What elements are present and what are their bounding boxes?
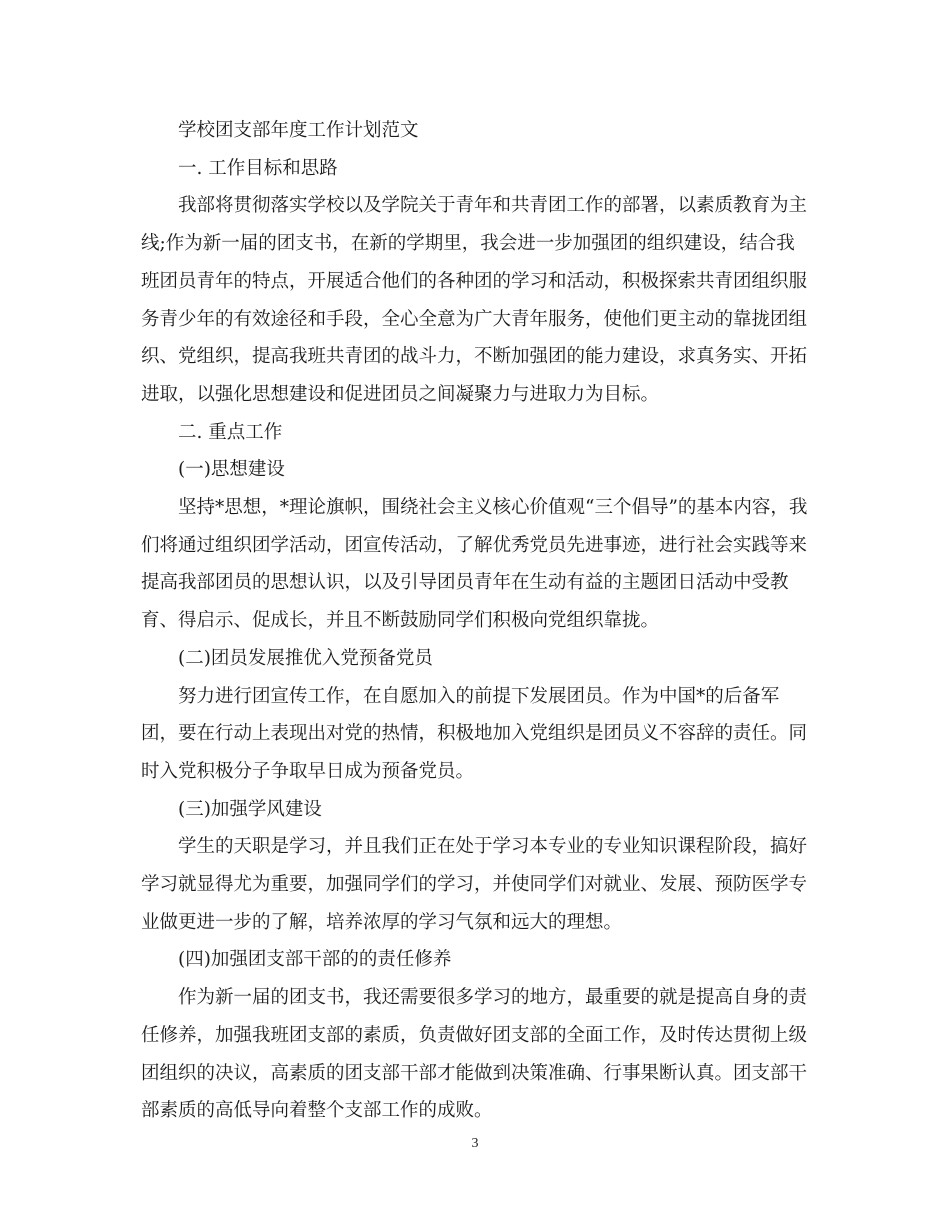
paragraph-line: 努力进行团宣传工作，在自愿加入的前提下发展团员。作为中国*的后备军 bbox=[178, 685, 780, 707]
document-body bbox=[141, 112, 813, 1130]
paragraph: 学生的天职是学习，并且我们正在处于学习本专业的专业知识课程阶段，搞好学习就显得尤为重要，加强同学们的学习，并使同学们对就业、发展、预防医学专业做更进一步的了解，培养浓厚的学习气氛和远大的理想。 bbox=[141, 836, 808, 933]
subsection-heading: (四)加强团支部干部的的责任修养 bbox=[178, 949, 452, 971]
section-heading: 二. 重点工作 bbox=[178, 421, 283, 443]
subsection-heading: (二)团员发展推优入党预备党员 bbox=[178, 647, 433, 669]
paragraph: 坚持*思想，*理论旗帜，围绕社会主义核心价值观“三个倡导”的基本内容，我们将通过组织团学活动，团宣传活动，了解优秀党员先进事迹，进行社会实践等来提高我部团员的思想认识，以及引导团员青年在生动有益的主题团日活动中受教育、得启示、促成长，并且不断鼓励同学们积极向党组织靠拢。 bbox=[141, 497, 808, 632]
document-title: 学校团支部年度工作计划范文 bbox=[178, 120, 419, 141]
subsection-heading: (一)思想建设 bbox=[178, 459, 285, 481]
page-number: 3 bbox=[471, 1136, 479, 1151]
paragraph: 我部将贯彻落实学校以及学院关于青年和共青团工作的部署，以素质教育为主线;作为新一届的团支书，在新的学期里，我会进一步加强团的组织建设，结合我班团员青年的特点，开展适合他们的各种团的学习和活动，积极探索共青团组织服务青少年的有效途径和手段，全心全意为广大青年服务，使他们更主动的靠拢团组织、党组织，提高我班共青团的战斗力，不断加强团的能力建设，求真务实、开拓进取，以强化思想建设和促进团员之间凝聚力与进取力为目标。 bbox=[141, 195, 808, 405]
paragraph-continuation: 团，要在行动上表现出对党的热情，积极地加入党组织是团员义不容辞的责任。同时入党积极分子争取早日成为预备党员。 bbox=[141, 723, 808, 782]
paragraph: 作为新一届的团支书，我还需要很多学习的地方，最重要的就是提高自身的责任修养，加强我班团支部的素质，负责做好团支部的全面工作，及时传达贯彻上级团组织的决议，高素质的团支部干部才能做到决策准确、行事果断认真。团支部干部素质的高低导向着整个支部工作的成败。 bbox=[141, 987, 808, 1122]
subsection-heading: (三)加强学风建设 bbox=[178, 798, 322, 820]
section-heading: 一. 工作目标和思路 bbox=[178, 157, 338, 179]
